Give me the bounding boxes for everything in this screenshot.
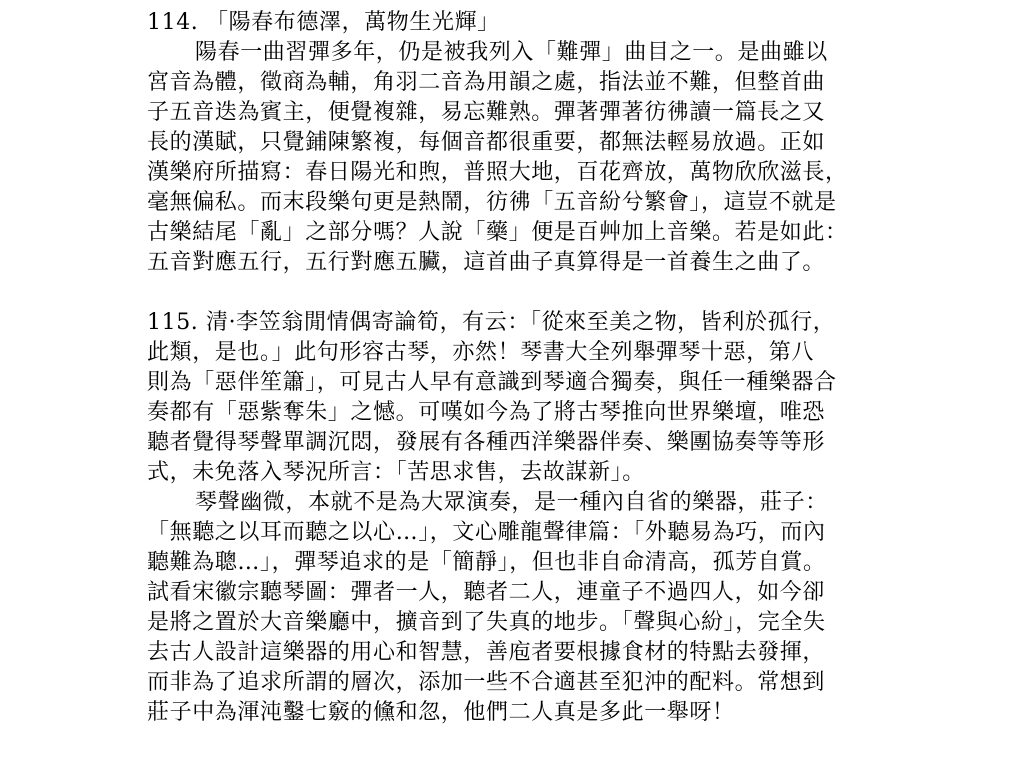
- entry-114-text-line: 毫無偏私。而末段樂句更是熱鬧，彷彿「五音紛兮繁會」，這豈不就是: [147, 190, 837, 215]
- entry-115-text-line: 奏都有「惡紫奪朱」之憾。可嘆如今為了將古琴推向世界樂壇，唯恐: [147, 400, 826, 425]
- entry-115-text-line: 是將之置於大音樂廳中，擴音到了失真的地步。「聲與心紛」，完全失: [147, 610, 826, 635]
- entry-115-text-line: 去古人設計這樂器的用心和智慧，善庖者要根據食材的特點去發揮，: [147, 640, 826, 665]
- entry-115-text-line: 「無聽之以耳而聽之以心…」，文心雕龍聲律篇：「外聽易為巧，而內: [147, 520, 826, 545]
- entry-114-text-line: 五音對應五行，五行對應五臟，這首曲子真算得是一首養生之曲了。: [147, 250, 826, 275]
- entry-114-text-line: 宮音為體，徵商為輔，角羽二音為用韻之處，指法並不難，但整首曲: [147, 70, 826, 95]
- entry-114-text-line: 長的漢賦，只覺鋪陳繁複，每個音都很重要，都無法輕易放過。正如: [147, 130, 826, 155]
- entry-115-text-line: 試看宋徽宗聽琴圖：彈者一人，聽者二人，連童子不過四人，如今卻: [147, 580, 826, 605]
- entry-115-text-line: 莊子中為渾沌鑿七竅的儵和忽，他們二人真是多此一舉呀！: [147, 700, 735, 725]
- entry-114-heading: 114. 「陽春布德澤，萬物生光輝」: [147, 10, 500, 35]
- entry-115-text-line: 而非為了追求所謂的層次，添加一些不合適甚至犯沖的配料。常想到: [147, 670, 826, 695]
- entry-115-text-line: 則為「惡伴笙簫」，可見古人早有意識到琴適合獨奏，與任一種樂器合: [147, 370, 837, 395]
- entry-114-text-line: 子五音迭為賓主，便覺複雜，易忘難熟。彈著彈著彷彿讀一篇長之又: [147, 100, 826, 125]
- entry-115-text-line: 聽難為聰…」，彈琴追求的是「簡靜」，但也非自命清高，孤芳自賞。: [147, 550, 826, 575]
- entry-114-text-line: 古樂結尾「亂」之部分嗎？人說「藥」便是百艸加上音樂。若是如此：: [147, 220, 848, 245]
- entry-115-text-line: 115. 清·李笠翁閒情偶寄論筍，有云：「從來至美之物，皆利於孤行，: [147, 310, 836, 335]
- entry-115-text-line: 聽者覺得琴聲單調沉悶，發展有各種西洋樂器伴奏、樂團協奏等等形: [147, 430, 826, 455]
- entry-115-text-line: 式，未免落入琴況所言：「苦思求售，去故謀新」。: [147, 460, 645, 485]
- entry-114-text-line: 漢樂府所描寫：春日陽光和煦，普照大地，百花齊放，萬物欣欣滋長，: [147, 160, 848, 185]
- entry-115-text-line: 琴聲幽微，本就不是為大眾演奏，是一種內自省的樂器，莊子：: [195, 490, 828, 515]
- entry-114-text-line: 陽春一曲習彈多年，仍是被我列入「難彈」曲目之一。是曲雖以: [195, 40, 828, 65]
- entry-115-text-line: 此類，是也。」此句形容古琴，亦然！琴書大全列舉彈琴十惡，第八: [147, 340, 815, 365]
